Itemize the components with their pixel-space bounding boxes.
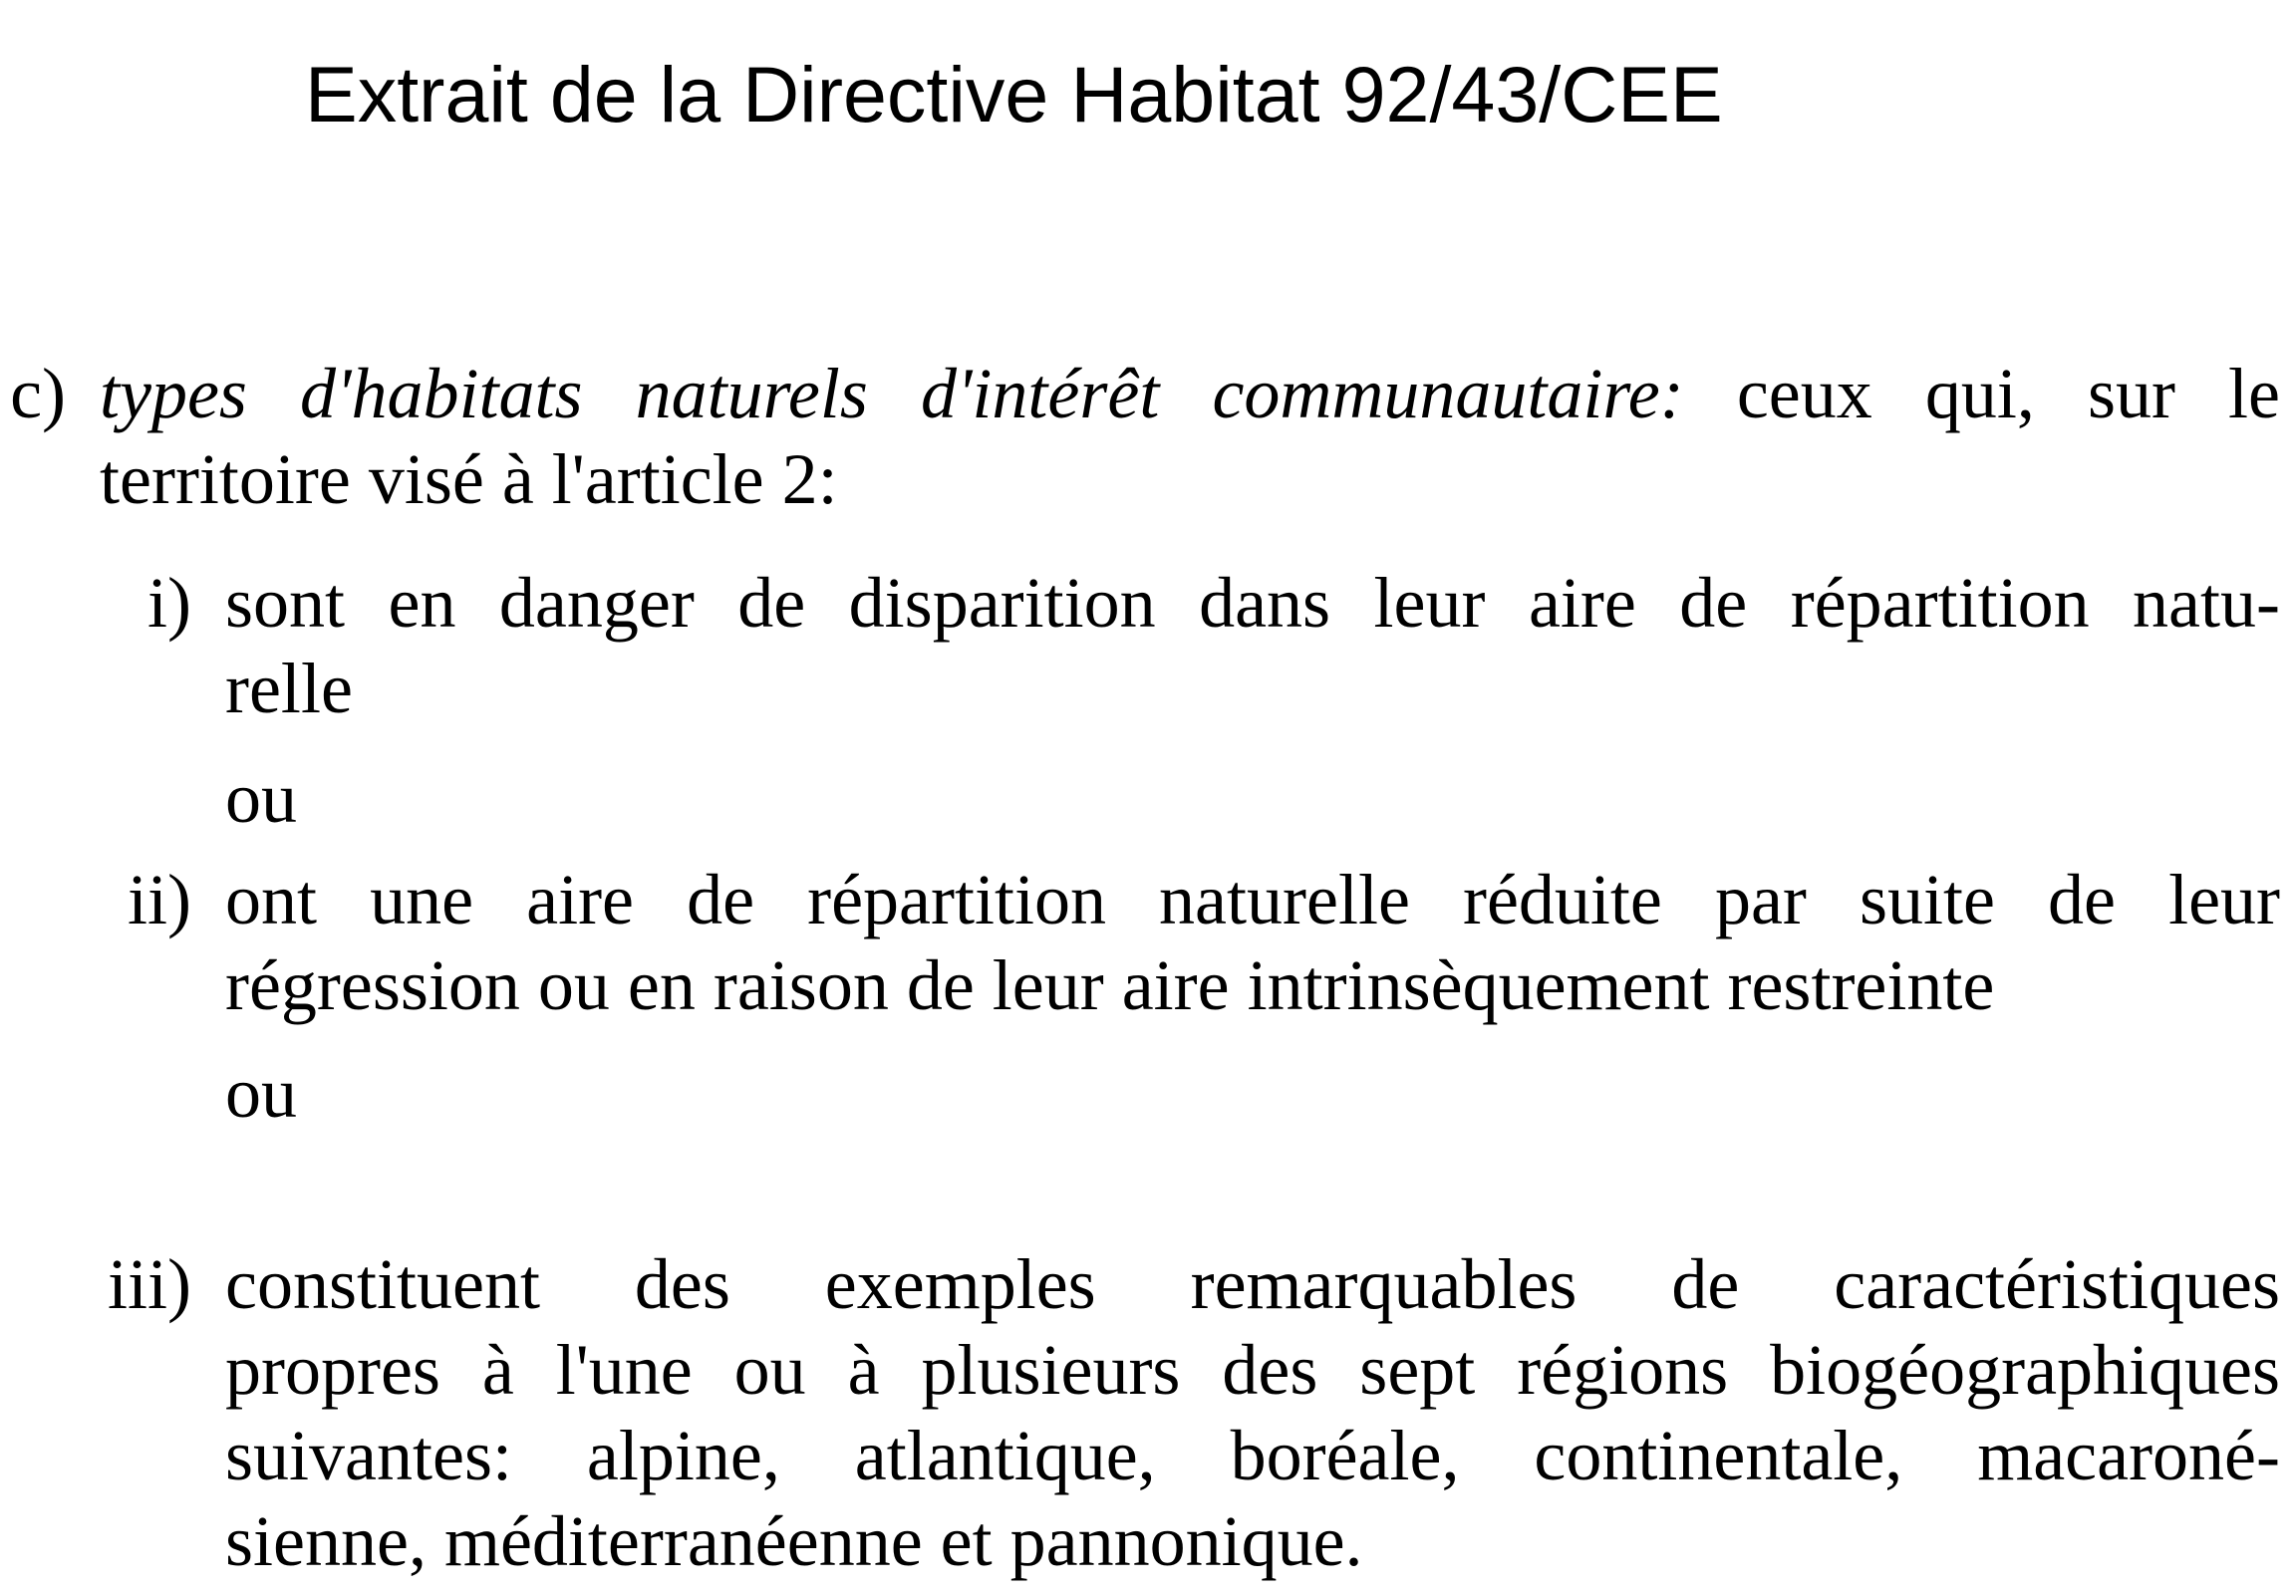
- item-ii-line-1: ont une aire de répartition naturelle réduite par suite de leur: [225, 860, 2280, 939]
- item-body-ii: [225, 857, 2280, 1028]
- document-title: Extrait de la Directive Habitat 92/43/CEE: [305, 50, 1723, 138]
- item-body-iii: [225, 1241, 2280, 1584]
- item-marker-ii: ii): [128, 860, 191, 939]
- item-i-line-2: relle: [225, 649, 353, 728]
- clause-line-2: territoire visé à l'article 2:: [100, 439, 838, 519]
- connector-ou-1: ou: [225, 758, 297, 838]
- item-marker-i: i): [147, 563, 191, 643]
- connector-ou-2: ou: [225, 1053, 297, 1133]
- defined-term: types d'habitats naturels d'intérêt communautaire:: [100, 354, 1684, 433]
- item-iii-line-3: suivantes: alpine, atlantique, boréale, continentale, macaroné-: [225, 1416, 2280, 1495]
- item-i-line-1: sont en danger de disparition dans leur aire de répartition natu-: [225, 563, 2280, 643]
- item-iii-line-1: constituent des exemples remarquables de caractéristiques: [225, 1244, 2280, 1324]
- clause-line-1-rest: ceux qui, sur le: [1736, 354, 2280, 433]
- item-ii-line-2: régression ou en raison de leur aire intrinsèquement restreinte: [225, 945, 1995, 1025]
- item-marker-iii: iii): [108, 1244, 191, 1324]
- item-iii-line-4: sienne, méditerranéenne et pannonique.: [225, 1501, 1363, 1581]
- clause-marker: c): [10, 354, 66, 433]
- item-body-i: [225, 560, 2280, 731]
- clause-line-1: [100, 351, 2280, 436]
- clause-body: [100, 351, 2280, 522]
- item-iii-line-2: propres à l'une ou à plusieurs des sept régions biogéographiques: [225, 1330, 2280, 1410]
